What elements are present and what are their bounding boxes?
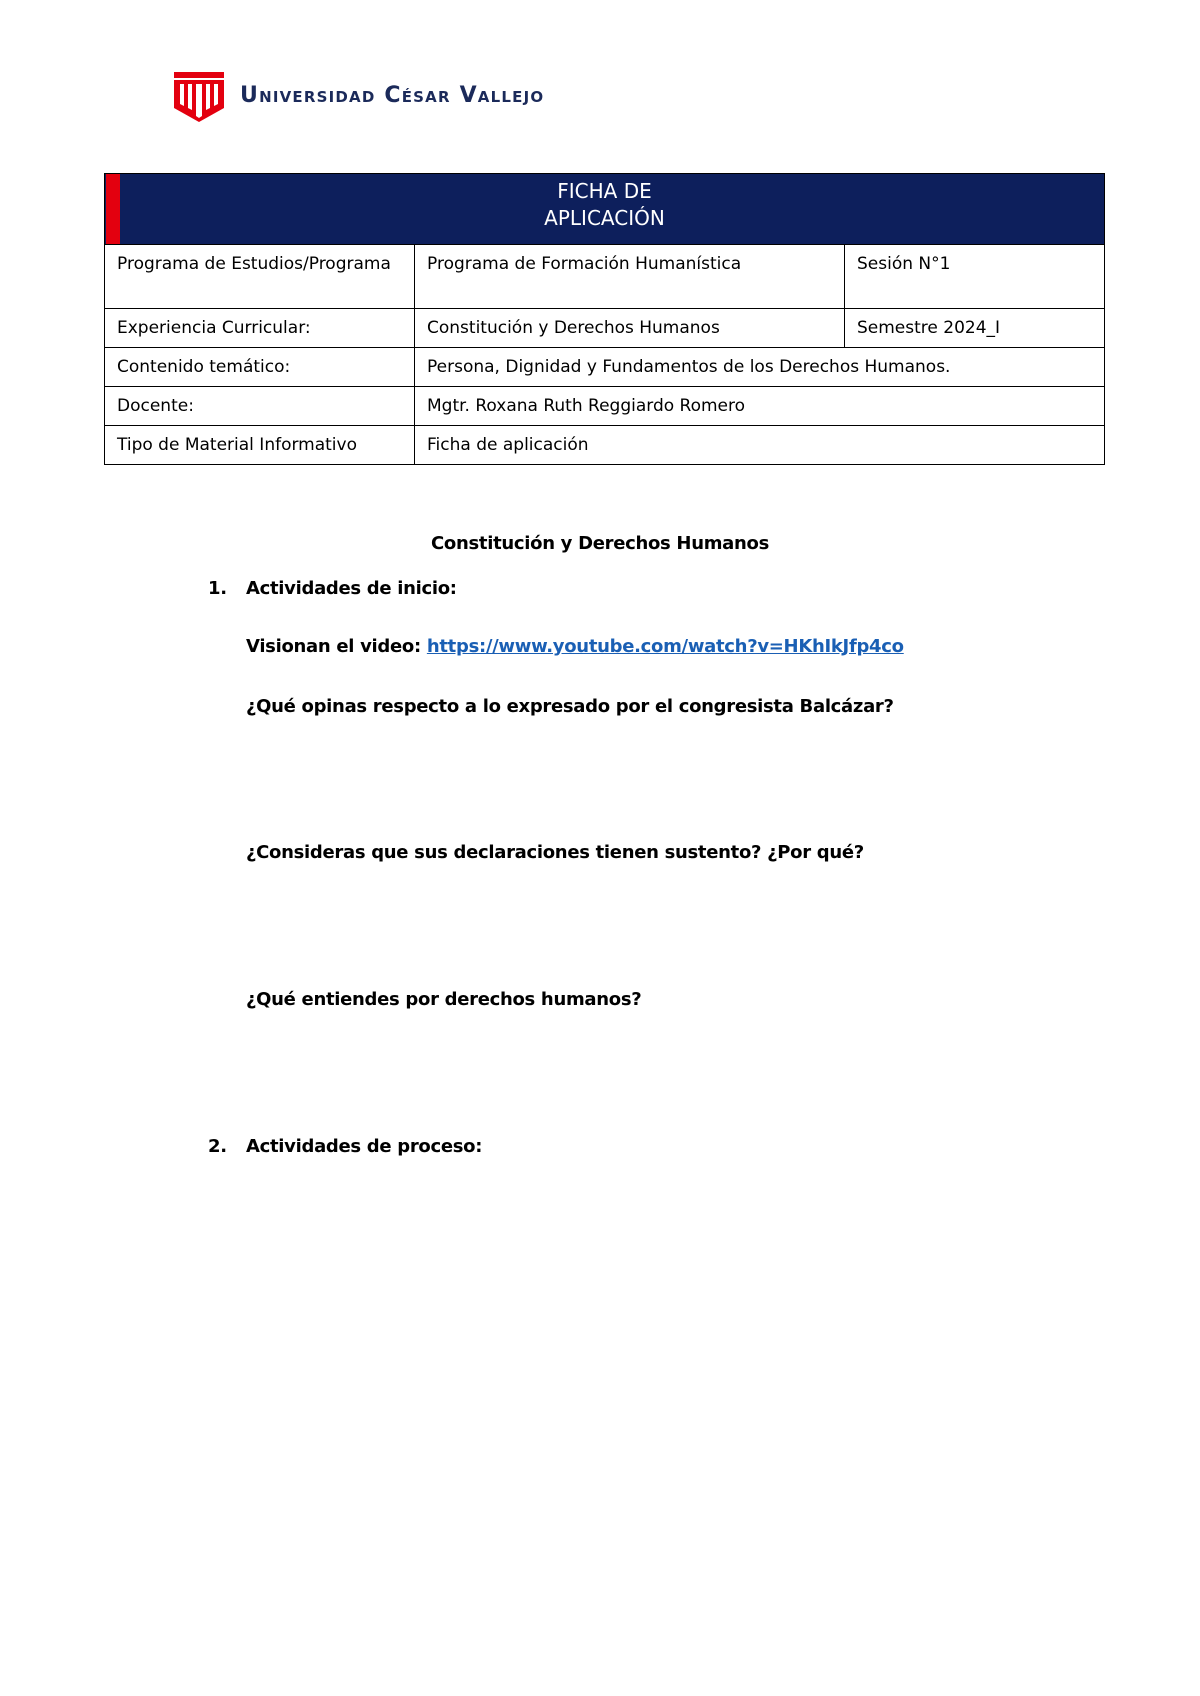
table-header (105, 174, 1105, 245)
row-label: Contenido temático: (105, 348, 415, 387)
row-value: Persona, Dignidad y Fundamentos de los Derechos Humanos. (415, 348, 1105, 387)
row-extra: Semestre 2024_I (845, 309, 1105, 348)
question-text: ¿Consideras que sus declaraciones tienen sustento? ¿Por qué? (246, 842, 864, 863)
video-label: Visionan el video: (246, 636, 421, 657)
table-row (105, 309, 1105, 348)
row-label: Tipo de Material Informativo (105, 426, 415, 465)
table-row (105, 426, 1105, 465)
section-title: Actividades de proceso: (246, 1136, 483, 1157)
header-line-2: APLICACIÓN (544, 206, 665, 230)
video-link[interactable]: https://www.youtube.com/watch?v=HKhIkJfp4co (426, 636, 904, 657)
section-number: 2. (208, 1136, 227, 1157)
row-value: Ficha de aplicación (415, 426, 1105, 465)
row-label: Programa de Estudios/Programa (105, 245, 415, 309)
row-label: Experiencia Curricular: (105, 309, 415, 348)
header-accent-bar (106, 174, 120, 244)
university-name: Universidad César Vallejo (240, 83, 545, 108)
ucv-shield-icon (172, 68, 226, 124)
row-value: Programa de Formación Humanística (415, 245, 845, 309)
header-line-1: FICHA DE (557, 179, 652, 203)
document-title: Constitución y Derechos Humanos (430, 533, 770, 554)
row-extra: Sesión N°1 (845, 245, 1105, 309)
table-row (105, 387, 1105, 426)
row-value: Mgtr. Roxana Ruth Reggiardo Romero (415, 387, 1105, 426)
question-text: ¿Qué entiendes por derechos humanos? (246, 989, 642, 1010)
university-logo (172, 68, 544, 124)
section-number: 1. (208, 578, 227, 599)
row-label: Docente: (105, 387, 415, 426)
table-row (105, 245, 1105, 309)
section-title: Actividades de inicio: (246, 578, 457, 599)
info-table (104, 173, 1105, 465)
row-value: Constitución y Derechos Humanos (415, 309, 845, 348)
table-row (105, 348, 1105, 387)
video-line-text (246, 636, 904, 657)
question-text: ¿Qué opinas respecto a lo expresado por el congresista Balcázar? (246, 696, 894, 717)
